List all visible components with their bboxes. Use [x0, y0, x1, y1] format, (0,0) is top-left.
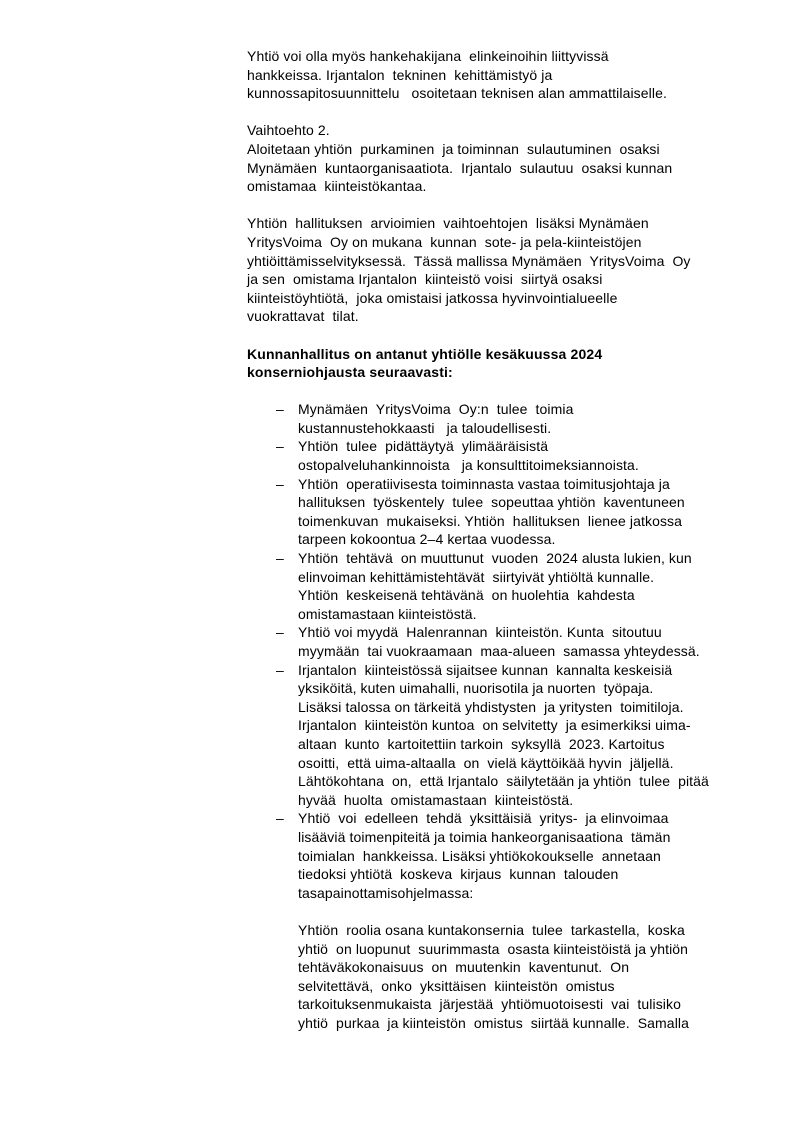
- text-line: Mynämäen YritysVoima Oy:n tulee toimia: [298, 401, 574, 418]
- text-line: Irjantalon kiinteistön kuntoa on selvitetty ja esimerkiksi uima-: [298, 717, 691, 734]
- paragraph-spacer: [247, 382, 762, 401]
- bullet-dash-marker: –: [276, 475, 284, 492]
- text-line: tarpeen kokoontua 2–4 kertaa vuodessa.: [298, 531, 556, 548]
- text-line: Yhtiön roolia osana kuntakonsernia tulee tarkastella, koska: [298, 921, 685, 938]
- bullet-item: [247, 475, 762, 549]
- paragraph-spacer: [247, 103, 762, 122]
- text-line: vuokrattavat tilat.: [247, 308, 359, 325]
- text-line: YritysVoima Oy on mukana kunnan sote- ja pela-kiinteistöjen: [247, 233, 642, 250]
- section-heading: [247, 345, 762, 382]
- text-line: lisääviä toimenpiteitä ja toimia hankeorganisaationa tämän: [298, 828, 671, 845]
- text-line: hallituksen työskentely tulee sopeuttaa yhtiön kaventuneen: [298, 494, 685, 511]
- text-line: tehtäväkokonaisuus on muutenkin kaventunut. On: [298, 959, 630, 976]
- indented-paragraph: [247, 921, 762, 1033]
- text-line: yhtiöittämisselvityksessä. Tässä mallissa Mynämäen YritysVoima Oy: [247, 252, 691, 269]
- text-line: tasapainottamisohjelmassa:: [298, 884, 474, 901]
- bullet-item: [247, 809, 762, 902]
- text-line: Yhtiön tulee pidättäytyä ylimääräisistä: [298, 438, 549, 455]
- text-line: yhtiö on luopunut suurimmasta osasta kiinteistöistä ja yhtiön: [298, 940, 689, 957]
- bullet-item: [247, 661, 762, 810]
- text-line: Kunnanhallitus on antanut yhtiölle kesäkuussa 2024: [247, 345, 603, 362]
- text-line: Vaihtoehto 2.: [247, 122, 330, 139]
- text-line: yksiköitä, kuten uimahalli, nuorisotila ja nuorten työpaja.: [298, 680, 654, 697]
- text-line: hankkeissa. Irjantalon tekninen kehittämistyö ja: [247, 66, 553, 83]
- text-line: tiedoksi yhtiötä koskeva kirjaus kunnan talouden: [298, 866, 619, 883]
- text-line: omistamaa kiinteistökantaa.: [247, 178, 427, 195]
- text-line: altaan kunto kartoitettiin tarkoin syksyllä 2023. Kartoitus: [298, 735, 665, 752]
- text-line: Yhtiö voi olla myös hankehakijana elinkeinoihin liittyvissä: [247, 48, 609, 64]
- text-line: osoitti, että uima-altaalla on vielä käyttöikää hyvin jäljellä.: [298, 754, 674, 771]
- text-line: ja sen omistama Irjantalon kiinteistö voisi siirtyä osaksi: [247, 271, 603, 288]
- bullet-dash-marker: –: [276, 661, 284, 678]
- text-line: Lähtökohtana on, että Irjantalo säilytetään ja yhtiön tulee pitää: [298, 773, 709, 790]
- bullet-item: [247, 623, 762, 660]
- body-paragraph: [247, 121, 762, 195]
- text-line: toimialan hankkeissa. Lisäksi yhtiökokoukselle annetaan: [298, 847, 661, 864]
- text-line: konserniohjausta seuraavasti:: [247, 364, 453, 381]
- text-line: Mynämäen kuntaorganisaatiota. Irjantalo sulautuu osaksi kunnan: [247, 159, 673, 176]
- text-line: Yhtiön tehtävä on muuttunut vuoden 2024 alusta lukien, kun: [298, 550, 692, 567]
- bullet-item: [247, 400, 762, 437]
- paragraph-spacer: [247, 902, 762, 921]
- bullet-dash-marker: –: [276, 438, 284, 455]
- text-line: kustannustehokkaasti ja taloudellisesti.: [298, 419, 552, 436]
- text-line: omistamastaan kiinteistöstä.: [298, 605, 477, 622]
- text-line: kiinteistöyhtiötä, joka omistaisi jatkossa hyvinvointialueelle: [247, 289, 618, 306]
- body-paragraph: [247, 47, 762, 103]
- text-line: tarkoituksenmukaista järjestää yhtiömuotoisesti vai tulisiko: [298, 996, 682, 1013]
- document-content: [247, 47, 762, 1032]
- text-line: Yhtiön operatiivisesta toiminnasta vastaa toimitusjohtaja ja: [298, 475, 670, 492]
- body-paragraph: [247, 214, 762, 326]
- text-line: Lisäksi talossa on tärkeitä yhdistysten ja yritysten toimitiloja.: [298, 698, 684, 715]
- text-line: yhtiö purkaa ja kiinteistön omistus siirtää kunnalle. Samalla: [298, 1014, 690, 1031]
- bullet-dash-marker: –: [276, 550, 284, 567]
- text-line: Yhtiön keskeisenä tehtävänä on huolehtia kahdesta: [298, 587, 635, 604]
- text-line: Aloitetaan yhtiön purkaminen ja toiminnan sulautuminen osaksi: [247, 140, 660, 157]
- text-line: myymään tai vuokraamaan maa-alueen samassa yhteydessä.: [298, 643, 700, 659]
- text-line: Irjantalon kiinteistössä sijaitsee kunnan kannalta keskeisiä: [298, 661, 673, 678]
- paragraph-spacer: [247, 196, 762, 215]
- bullet-item: [247, 437, 762, 474]
- text-line: Yhtiön hallituksen arvioimien vaihtoehtojen lisäksi Mynämäen: [247, 215, 649, 232]
- text-line: hyvää huolta omistamastaan kiinteistöstä.: [298, 791, 574, 808]
- bullet-dash-marker: –: [276, 810, 284, 827]
- bullet-dash-marker: –: [276, 401, 284, 418]
- text-line: Yhtiö voi myydä Halenrannan kiinteistön. Kunta sitoutuu: [298, 624, 662, 641]
- text-line: Yhtiö voi edelleen tehdä yksittäisiä yritys- ja elinvoimaa: [298, 810, 669, 827]
- text-line: toimenkuvan mukaiseksi. Yhtiön hallituksen lienee jatkossa: [298, 512, 683, 529]
- text-line: selvitettävä, onko yksittäisen kiinteistön omistus: [298, 977, 615, 994]
- paragraph-spacer: [247, 326, 762, 345]
- text-line: ostopalveluhankinnoista ja konsulttitoimeksiannoista.: [298, 457, 639, 474]
- bullet-dash-marker: –: [276, 624, 284, 641]
- bullet-item: [247, 549, 762, 623]
- text-line: kunnossapitosuunnittelu osoitetaan teknisen alan ammattilaiselle.: [247, 85, 667, 102]
- text-line: elinvoiman kehittämistehtävät siirtyivät yhtiöltä kunnalle.: [298, 568, 655, 585]
